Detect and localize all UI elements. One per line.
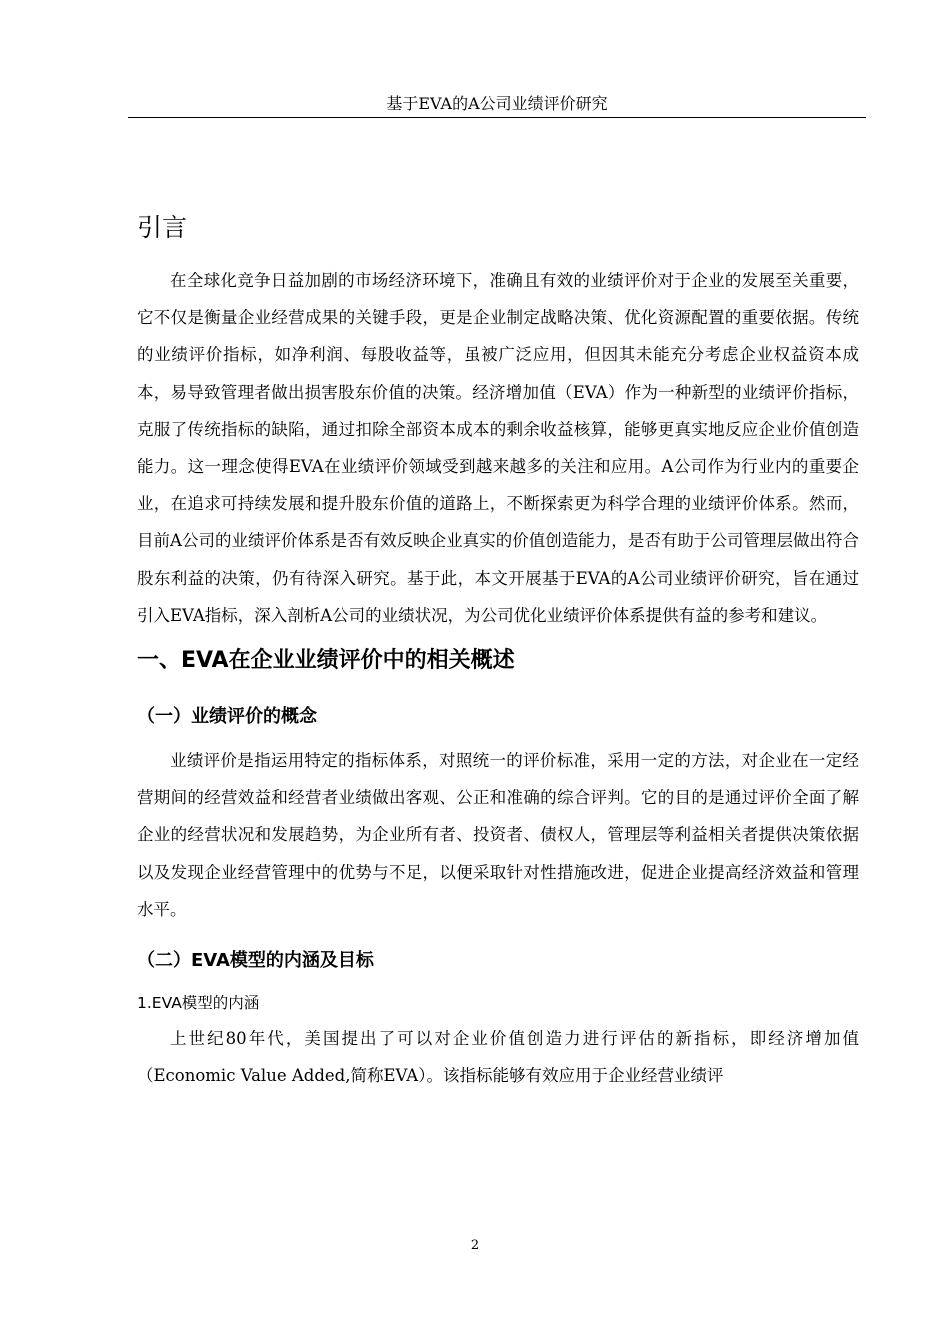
document-body [137,206,859,1094]
intro-heading: 引言 [137,213,188,242]
section-1-paragraph: 业绩评价是指运用特定的指标体系，对照统一的评价标准，采用一定的方法，对企业在一定经营期间的经营效益和经营者业绩做出客观、公正和准确的综合评判。它的目的是通过评价全面了解企业的经营状况和发展趋势，为企业所有者、投资者、债权人，管理层等利益相关者提供决策依据以及发现企业经营管理中的优势与不足，以便采取针对性措施改进，促进企业提高经济效益和管理水平。 [137,751,859,919]
page-number: 2 [470,1238,480,1253]
subsection-2-1-heading: 1.EVA模型的内涵 [137,994,260,1013]
section-2-heading: （二）EVA模型的内涵及目标 [137,950,374,972]
subsection-2-1-paragraph: 上世纪80年代，美国提出了可以对企业价值创造力进行评估的新指标，即经济增加值（Economic Value Added,简称EVA）。该指标能够有效应用于企业经营业绩评 [137,1029,859,1086]
intro-paragraph: 在全球化竞争日益加剧的市场经济环境下，准确且有效的业绩评价对于企业的发展至关重要，它不仅是衡量企业经营成果的关键手段，更是企业制定战略决策、优化资源配置的重要依据。传统的业绩评价指标，如净利润、每股收益等，虽被广泛应用，但因其未能充分考虑企业权益资本成本，易导致管理者做出损害股东价值的决策。经济增加值（EVA）作为一种新型的业绩评价指标，克服了传统指标的缺陷，通过扣除全部资本成本的剩余收益核算，能够更真实地反应企业价值创造能力。这一理念使得EVA在业绩评价领域受到越来越多的关注和应用。A公司作为行业内的重要企业，在追求可持续发展和提升股东价值的道路上，不断探索更为科学合理的业绩评价体系。然而，目前A公司的业绩评价体系是否有效反映企业真实的价值创造能力，是否有助于公司管理层做出符合股东利益的决策，仍有待深入研究。基于此，本文开展基于EVA的A公司业绩评价研究，旨在通过引入EVA指标，深入剖析A公司的业绩状况，为公司优化业绩评价体系提供有益的参考和建议。 [137,271,859,625]
chapter-1-heading: 一、EVA在企业业绩评价中的相关概述 [137,648,515,674]
running-header: 基于EVA的A公司业绩评价研究 [386,94,608,113]
section-1-heading: （一）业绩评价的概念 [137,706,317,728]
header-divider [128,117,866,118]
